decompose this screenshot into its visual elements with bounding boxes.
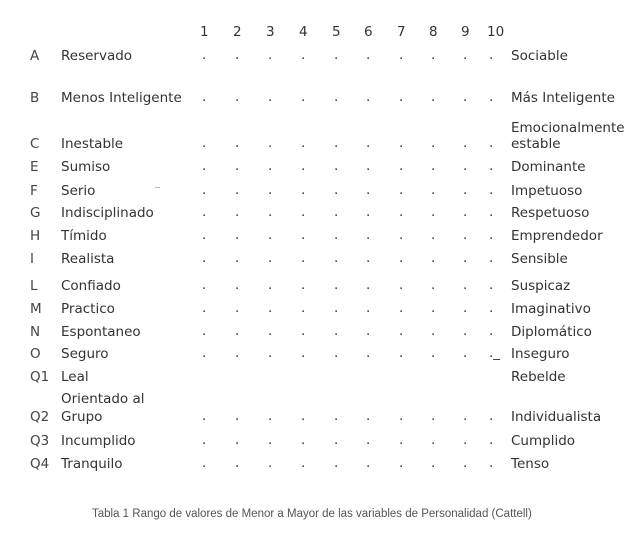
scale-dot: .	[235, 227, 240, 243]
scale-dot: .	[334, 432, 339, 448]
scale-dot: .	[235, 47, 240, 63]
scale-dot: .	[431, 89, 436, 105]
scale-dot: .	[431, 227, 436, 243]
scale-dot: .	[463, 432, 468, 448]
scale-dot: .	[268, 89, 273, 105]
scale-dot: .	[334, 135, 339, 151]
scale-dot: .	[334, 323, 339, 339]
scale-dot: .	[399, 89, 404, 105]
scale-dot: .	[366, 182, 371, 198]
scale-dot: .	[366, 455, 371, 471]
scale-dot: .	[399, 277, 404, 293]
scale-dot: .	[399, 432, 404, 448]
low-pole-label: Practico	[61, 301, 115, 317]
scale-dot: .	[235, 455, 240, 471]
scale-dot: .	[399, 204, 404, 220]
scale-dot: .	[431, 158, 436, 174]
factor-code: C	[30, 136, 40, 152]
scale-dot: .	[489, 204, 494, 220]
scale-dot: .	[268, 455, 273, 471]
scale-dot: .	[235, 158, 240, 174]
scale-dot: .	[334, 227, 339, 243]
low-pole-label: Tranquilo	[61, 456, 123, 472]
scale-dot: .	[334, 277, 339, 293]
scale-dot: .	[489, 455, 494, 471]
scale-dot: .	[399, 250, 404, 266]
scale-dot: .	[366, 300, 371, 316]
scale-number: 8	[429, 24, 438, 40]
scale-dot: .	[463, 204, 468, 220]
scale-dot: .	[463, 323, 468, 339]
scale-dot: .	[431, 432, 436, 448]
scale-dot: .	[334, 455, 339, 471]
factor-code: Q2	[30, 409, 50, 425]
scale-dot: .	[399, 158, 404, 174]
scale-dot: .	[489, 277, 494, 293]
scale-number: 1	[200, 24, 209, 40]
scale-dot: .	[463, 47, 468, 63]
scale-dot: .	[268, 135, 273, 151]
scale-dot: .	[463, 89, 468, 105]
factor-code: E	[30, 159, 39, 175]
scale-dot: .	[334, 182, 339, 198]
scale-number: 3	[266, 24, 275, 40]
scale-dot: .	[202, 204, 207, 220]
scale-dot: .	[431, 455, 436, 471]
scale-dot: .	[399, 300, 404, 316]
factor-code: Q4	[30, 456, 50, 472]
scale-dot: .	[366, 204, 371, 220]
scale-dot: .	[463, 345, 468, 361]
scale-dot: .	[431, 345, 436, 361]
scale-number: 9	[461, 24, 470, 40]
scale-dot: .	[301, 277, 306, 293]
stray-mark	[155, 187, 160, 188]
high-pole-label: Tenso	[511, 456, 550, 472]
scale-dot: .	[235, 250, 240, 266]
high-pole-label: Imaginativo	[511, 301, 591, 317]
scale-dot: .	[399, 47, 404, 63]
scale-dot: .	[301, 250, 306, 266]
low-pole-label: Inestable	[61, 136, 124, 152]
scale-dot: .	[431, 135, 436, 151]
scale-dot: .	[268, 158, 273, 174]
scale-number: 6	[364, 24, 373, 40]
scale-dot: .	[489, 323, 494, 339]
scale-dot: .	[235, 277, 240, 293]
scale-dot: .	[301, 432, 306, 448]
factor-code: N	[30, 324, 41, 340]
low-pole-label: Espontaneo	[61, 324, 141, 340]
high-pole-label: Individualista	[511, 409, 602, 425]
low-pole-label: Reservado	[61, 48, 133, 64]
high-pole-label: Respetuoso	[511, 205, 590, 221]
low-pole-label: Leal	[61, 369, 89, 385]
scale-dot: .	[431, 323, 436, 339]
scale-dot: .	[489, 227, 494, 243]
factor-code: O	[30, 346, 41, 362]
scale-dot: .	[268, 345, 273, 361]
scale-dot: .	[235, 204, 240, 220]
scale-dot: .	[431, 204, 436, 220]
scale-dot: .	[268, 277, 273, 293]
scale-dot: .	[301, 204, 306, 220]
scale-dot: .	[301, 227, 306, 243]
scale-dot: .	[268, 432, 273, 448]
scale-dot: .	[489, 300, 494, 316]
scale-dot: .	[366, 277, 371, 293]
scale-dot: .	[489, 89, 494, 105]
scale-dot: .	[366, 47, 371, 63]
low-pole-label: Realista	[61, 251, 115, 267]
scale-dot: .	[489, 47, 494, 63]
scale-dot: .	[334, 47, 339, 63]
scale-dot: .	[268, 323, 273, 339]
scale-dot: .	[268, 300, 273, 316]
scale-dot: .	[366, 408, 371, 424]
scale-dot: .	[202, 345, 207, 361]
scale-dot: .	[334, 408, 339, 424]
scale-number: 4	[299, 24, 308, 40]
scale-dot: .	[489, 408, 494, 424]
low-pole-label: Indisciplinado	[61, 205, 154, 221]
high-pole-label: Suspicaz	[511, 278, 571, 294]
scale-number: 10	[487, 24, 505, 40]
scale-dot: .	[334, 250, 339, 266]
scale-dot: .	[301, 408, 306, 424]
scale-dot: .	[301, 89, 306, 105]
scale-dot: .	[366, 158, 371, 174]
scale-dot: .	[301, 182, 306, 198]
high-pole-label: Emocionalmente	[511, 120, 625, 136]
scale-dot: .	[489, 250, 494, 266]
scale-dot: .	[235, 135, 240, 151]
scale-dot: .	[366, 345, 371, 361]
scale-dot: .	[399, 227, 404, 243]
scale-dot: .	[463, 158, 468, 174]
scale-number: 5	[332, 24, 341, 40]
scale-dot: .	[489, 182, 494, 198]
scale-dot: .	[366, 323, 371, 339]
scale-dot: .	[202, 408, 207, 424]
high-pole-label: Impetuoso	[511, 183, 583, 199]
table-caption: Tabla 1 Rango de valores de Menor a Mayor de las variables de Personalidad (Cattell)	[92, 508, 532, 520]
high-pole-label: Rebelde	[511, 369, 566, 385]
scale-dot: .	[431, 182, 436, 198]
scale-dot: .	[366, 432, 371, 448]
factor-code: A	[30, 48, 40, 64]
scale-dot: .	[463, 227, 468, 243]
factor-code: I	[30, 251, 34, 267]
scale-dot: .	[268, 204, 273, 220]
scale-dot: .	[268, 250, 273, 266]
scale-dot: .	[202, 277, 207, 293]
scale-dot: .	[268, 182, 273, 198]
scale-dot: .	[399, 408, 404, 424]
scale-dot: .	[235, 182, 240, 198]
scale-dot: .	[431, 47, 436, 63]
factor-code: G	[30, 205, 41, 221]
factor-code: B	[30, 90, 40, 106]
low-pole-label: Sumiso	[61, 159, 111, 175]
scale-dot: .	[268, 227, 273, 243]
factor-code: F	[30, 183, 38, 199]
scale-dot: .	[334, 89, 339, 105]
scale-dot: .	[268, 408, 273, 424]
factor-code: M	[30, 301, 42, 317]
scale-dot: .	[334, 300, 339, 316]
scale-number: 2	[233, 24, 242, 40]
low-pole-label: Menos Inteligente	[61, 90, 182, 106]
factor-code: Q3	[30, 433, 50, 449]
high-pole-label: Emprendedor	[511, 228, 603, 244]
scale-dot: .	[202, 455, 207, 471]
low-pole-label: Orientado al	[61, 391, 145, 407]
scale-dot: .	[463, 277, 468, 293]
factor-code: H	[30, 228, 41, 244]
scale-dot: .	[202, 300, 207, 316]
scale-dot: .	[399, 323, 404, 339]
factor-code: L	[30, 278, 38, 294]
scale-dot: .	[202, 135, 207, 151]
high-pole-label: estable	[511, 136, 561, 152]
scale-dot: .	[268, 47, 273, 63]
scale-dot: .	[235, 323, 240, 339]
scale-dot: .	[431, 250, 436, 266]
scale-dot: .	[366, 250, 371, 266]
scale-dot: .	[202, 323, 207, 339]
scale-dot: .	[235, 432, 240, 448]
low-pole-label: Serio	[61, 183, 96, 199]
scale-dot: .	[489, 158, 494, 174]
scale-dot: .	[463, 135, 468, 151]
scale-dot: .	[463, 408, 468, 424]
scale-dot: .	[202, 227, 207, 243]
high-pole-label: Dominante	[511, 159, 586, 175]
scale-dot: .	[202, 182, 207, 198]
scale-dot: .	[489, 135, 494, 151]
low-pole-label: Grupo	[61, 409, 103, 425]
scale-dot: ._	[489, 345, 501, 361]
scale-dot: .	[301, 323, 306, 339]
scale-dot: .	[431, 408, 436, 424]
scale-dot: .	[399, 182, 404, 198]
low-pole-label: Tímido	[61, 228, 107, 244]
scale-dot: .	[399, 455, 404, 471]
scale-dot: .	[366, 227, 371, 243]
scale-dot: .	[235, 89, 240, 105]
scale-number: 7	[397, 24, 406, 40]
high-pole-label: Más Inteligente	[511, 90, 615, 106]
scale-dot: .	[301, 300, 306, 316]
high-pole-label: Sensible	[511, 251, 568, 267]
scale-dot: .	[334, 158, 339, 174]
scale-dot: .	[202, 250, 207, 266]
high-pole-label: Cumplido	[511, 433, 576, 449]
scale-dot: .	[301, 455, 306, 471]
low-pole-label: Confiado	[61, 278, 121, 294]
high-pole-label: Inseguro	[511, 346, 570, 362]
high-pole-label: Sociable	[511, 48, 568, 64]
scale-dot: .	[235, 345, 240, 361]
scale-dot: .	[301, 158, 306, 174]
scale-dot: .	[202, 89, 207, 105]
scale-dot: .	[366, 89, 371, 105]
scale-dot: .	[235, 300, 240, 316]
scale-dot: .	[301, 135, 306, 151]
scale-dot: .	[366, 135, 371, 151]
scale-dot: .	[463, 300, 468, 316]
low-pole-label: Seguro	[61, 346, 109, 362]
scale-dot: .	[334, 204, 339, 220]
scale-dot: .	[431, 300, 436, 316]
scale-dot: .	[463, 182, 468, 198]
scale-dot: .	[399, 135, 404, 151]
scale-dot: .	[334, 345, 339, 361]
factor-code: Q1	[30, 369, 50, 385]
scale-dot: .	[202, 47, 207, 63]
scale-dot: .	[463, 250, 468, 266]
scale-dot: .	[235, 408, 240, 424]
scale-dot: .	[489, 432, 494, 448]
scale-dot: .	[202, 432, 207, 448]
scale-dot: .	[301, 47, 306, 63]
low-pole-label: Incumplido	[61, 433, 136, 449]
scale-dot: .	[463, 455, 468, 471]
scale-dot: .	[431, 277, 436, 293]
scale-dot: .	[301, 345, 306, 361]
high-pole-label: Diplomático	[511, 324, 592, 340]
scale-dot: .	[202, 158, 207, 174]
scale-dot: .	[399, 345, 404, 361]
